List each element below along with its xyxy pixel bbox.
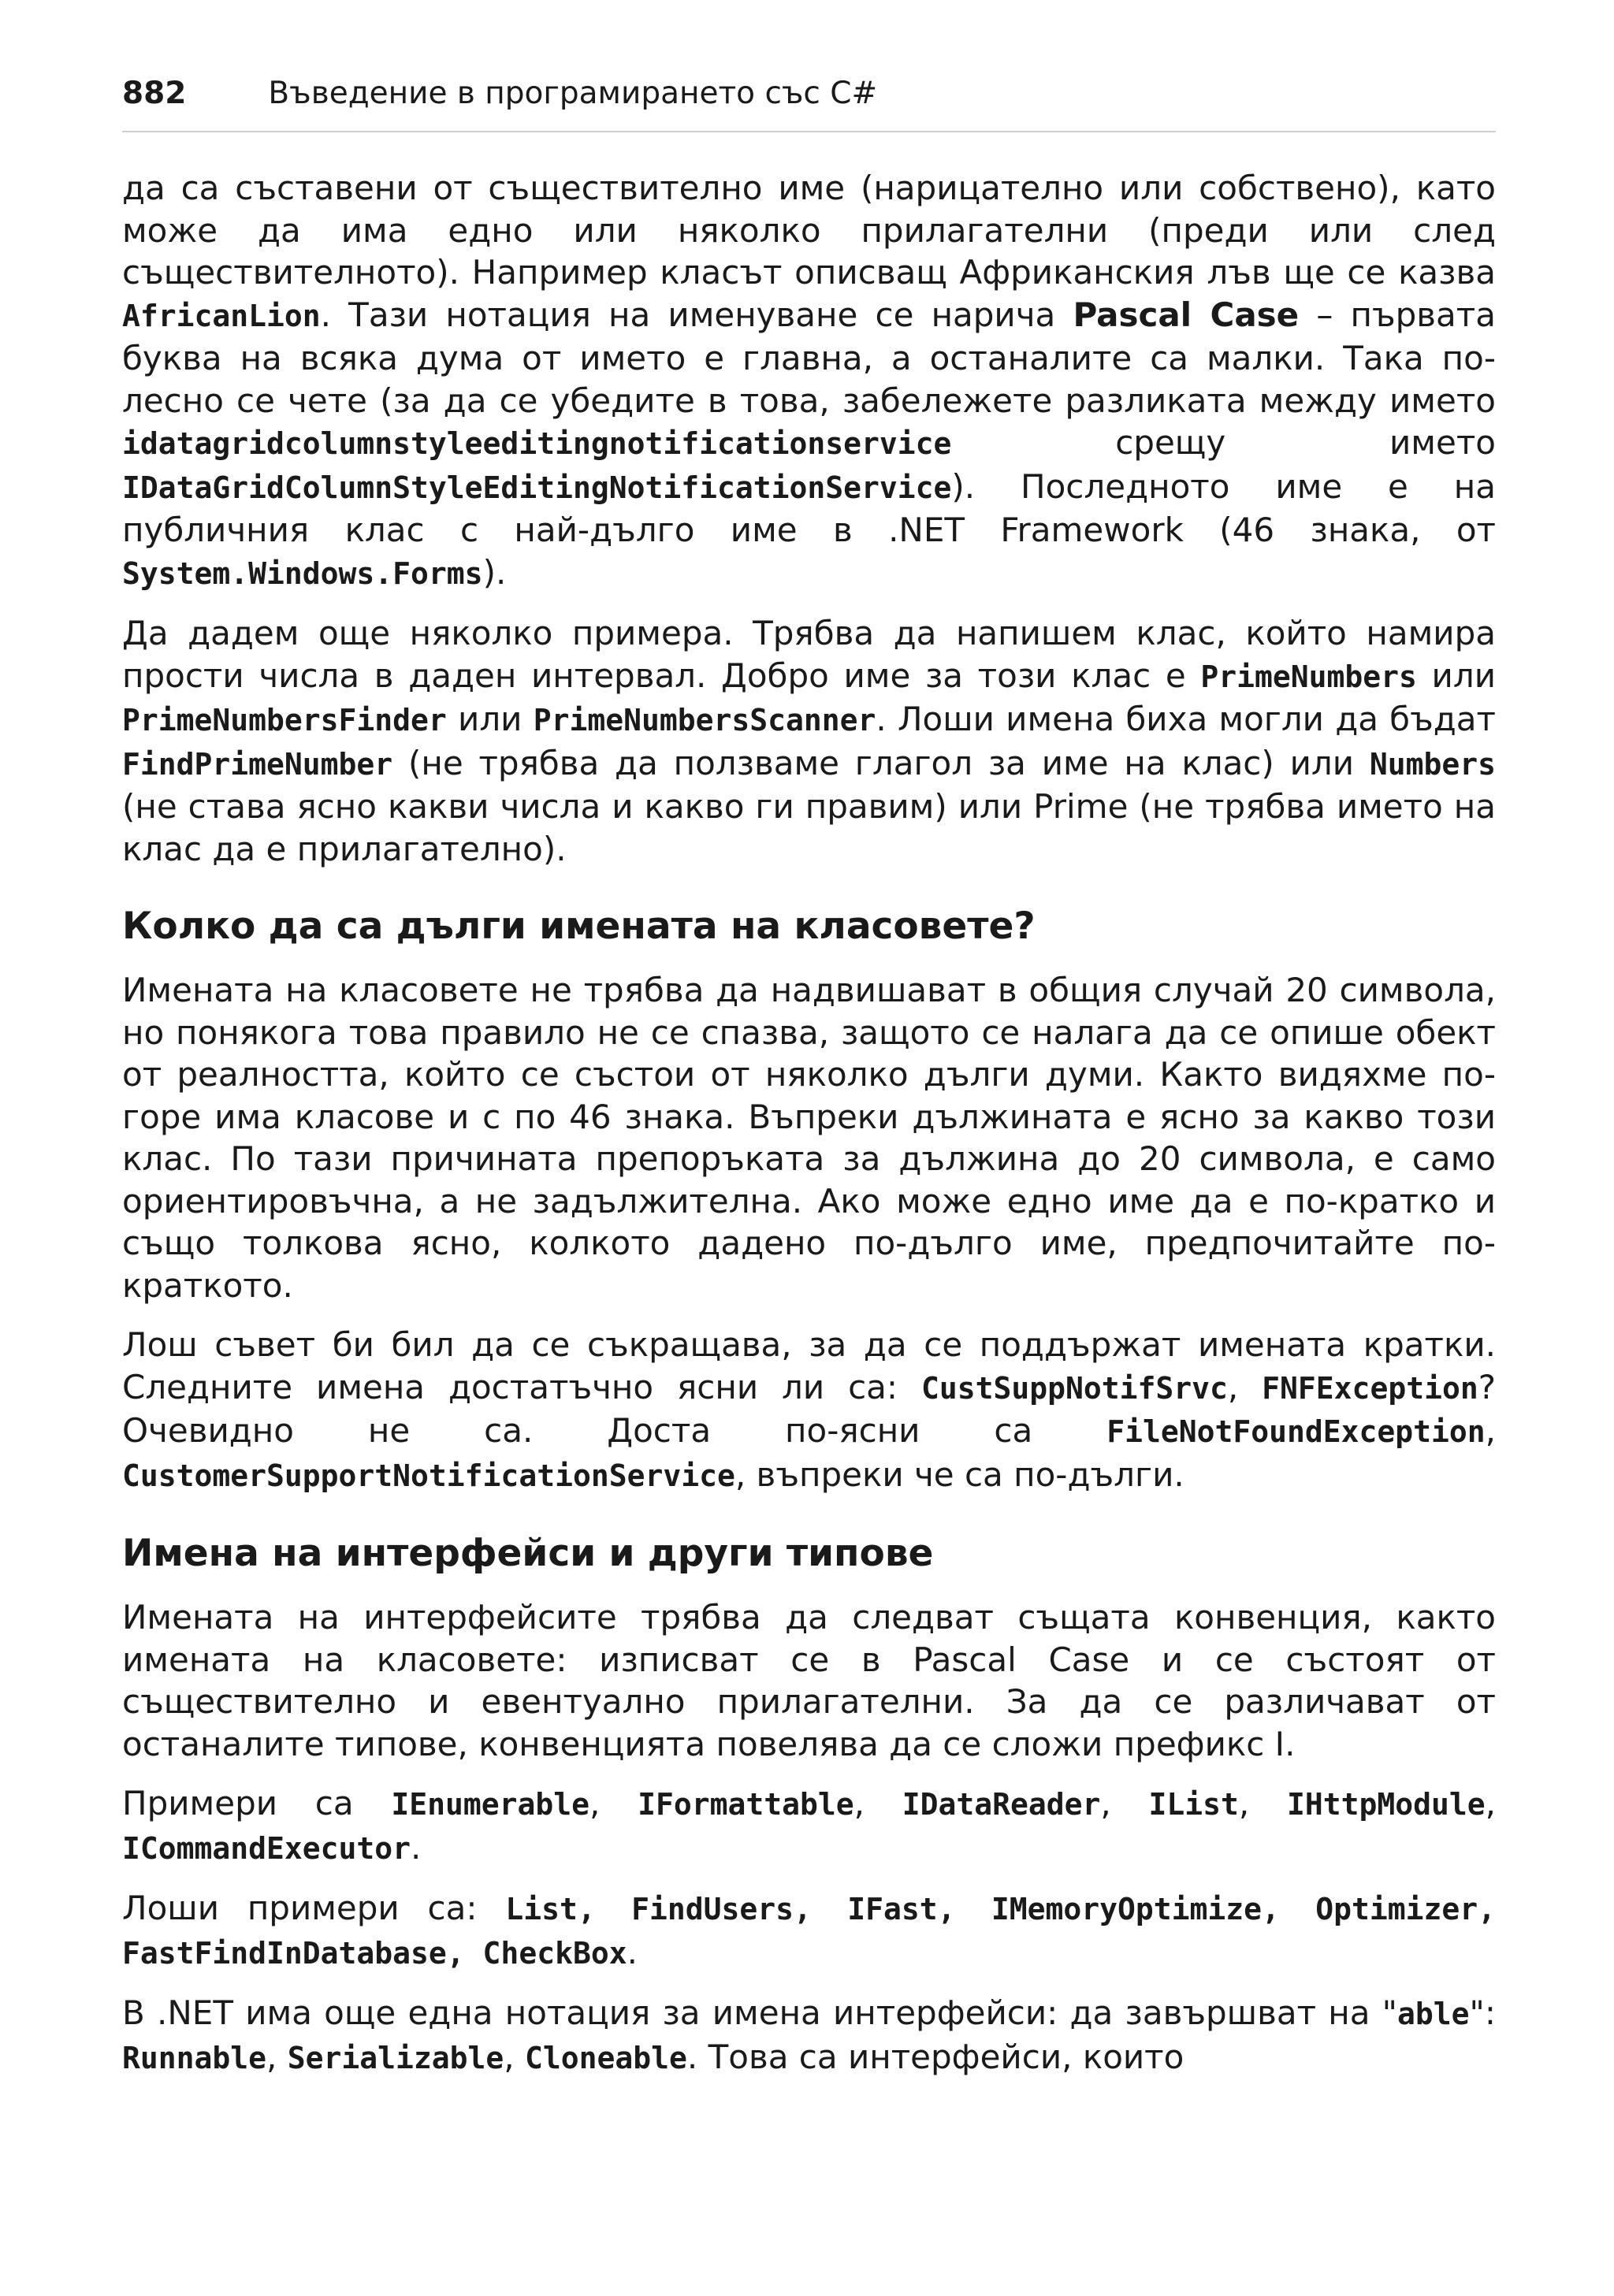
section-heading-class-name-length: Колко да са дълги имената на класовете? xyxy=(122,905,1036,948)
paragraph-bad-examples: Лоши примери са: List, FindUsers, IFast, IMemoryOptimize, Optimizer, FastFindInDatabase, CheckBox. xyxy=(122,1889,1496,1971)
code-term: CustSuppNotifSrvc xyxy=(920,1370,1228,1406)
code-term: PrimeNumbersScanner xyxy=(533,703,876,737)
code-term: IList xyxy=(1148,1787,1239,1822)
code-term: Runnable xyxy=(122,2040,267,2075)
code-term: IDataReader xyxy=(902,1787,1101,1822)
code-term: Cloneable xyxy=(524,2040,687,2075)
code-term: IFormattable xyxy=(638,1787,854,1822)
book-title: Въведение в програмирането със C# xyxy=(268,76,878,111)
section-heading-interface-names: Имена на интерфейси и други типове xyxy=(122,1532,934,1575)
page-number: 882 xyxy=(122,76,187,111)
code-term: IHttpModule xyxy=(1286,1787,1486,1822)
code-term: FindPrimeNumber xyxy=(122,746,393,782)
code-term: Numbers xyxy=(1369,746,1496,782)
paragraph-name-length: Имената на класовете не трябва да надвишават в общия случай 20 символа, но понякога това правило не се спазва, защото се налага да се опише обект от реалността, който се състои от няколко дълги думи. Както видяхме по-горе има класове и с по 46 знака. Въпреки дължината е ясно за какво този клас. По тази причината препоръката за дължина до 20 символа, е само ориентировъчна, а не задължителна. Ако може едно име да е по-кратко и също толкова ясно, колкото дадено по-дълго име, предпочитайте по-краткото. xyxy=(122,971,1496,1305)
body-text xyxy=(122,167,1496,2079)
code-term: CustomerSupportNotificationService xyxy=(122,1458,735,1493)
code-term: ICommandExecutor xyxy=(122,1830,411,1866)
code-term: PrimeNumbers xyxy=(1200,659,1417,694)
code-term: FNFException xyxy=(1262,1370,1478,1406)
code-term: FileNotFoundException xyxy=(1106,1414,1486,1449)
code-term: PrimeNumbersFinder xyxy=(122,703,447,737)
paragraph-interface-convention: Имената на интерфейсите трябва да следват същата конвенция, както имената на класовете: изписват се в Pascal Case и се състоят от съществително и евентуално прилагателни. За да се различават от останалите типове, конвенцията повелява да се сложи префикс I. xyxy=(122,1598,1496,1763)
code-term: idatagridcolumnstyleeditingnotificationservice xyxy=(122,426,952,461)
code-term: IDataGridColumnStyleEditingNotificationService xyxy=(122,470,952,505)
bold-term: Pascal Case xyxy=(1073,295,1300,334)
paragraph-abbreviations: Лош съвет би бил да се съкращава, за да се поддържат имената кратки. Следните имена достатъчно ясни ли са: CustSuppNotifSrvc, FNFException? Очевидно не са. Доста по-ясни са FileNotFoundException, CustomerSupportNotificationService, въпреки че са по-дълги. xyxy=(122,1325,1497,1494)
code-term: Serializable xyxy=(287,2040,504,2075)
paragraph-able-suffix: В .NET има още една нотация за имена интерфейси: да завършват на "able": Runnable, Serializable, Cloneable. Това са интерфейси, които xyxy=(122,1993,1496,2076)
paragraph-good-examples: Примери са IEnumerable, IFormattable, IDataReader, IList, IHttpModule, ICommandExecutor. xyxy=(122,1784,1497,1867)
code-term: AfricanLion xyxy=(122,298,321,333)
code-term: IEnumerable xyxy=(391,1787,589,1822)
code-term: System.Windows.Forms xyxy=(122,555,483,591)
paragraph-pascal-case: да са съставени от съществително име (нарицателно или собствено), като може да има едно или няколко прилагателни (преди или след съществителното). Например класът описващ Африканския лъв ще се казва AfricanLion. Тази нотация на именуване се нарича Pascal Case – първата буква на всяка дума от името е главна, а останалите са малки. Така по-лесно се чете (за да се убедите в това, забележете разликата между името idatagridcolumnstyleeditingnotificationservice срещу името IDataGridColumnStyleEditingNotificationService). Последното име е на публичния клас с най-дълго име в .NET Framework (46 знака, от System.Windows.Forms). xyxy=(122,169,1496,592)
code-term: List, FindUsers, IFast, IMemoryOptimize, Optimizer, FastFindInDatabase, CheckBox xyxy=(122,1892,1496,1971)
running-header xyxy=(122,76,1496,132)
code-term: able xyxy=(1397,1997,1470,2031)
paragraph-examples: Да дадем още няколко примера. Трябва да напишем клас, който намира прости числа в даден интервал. Добро име за този клас е PrimeNumbers или PrimeNumbersFinder или PrimeNumbersScanner. Лоши имена биха могли да бъдат FindPrimeNumber (не трябва да ползваме глагол за име на клас) или Numbers (не става ясно какви числа и какво ги правим) или Prime (не трябва името на клас да е прилагателно). xyxy=(122,614,1497,868)
